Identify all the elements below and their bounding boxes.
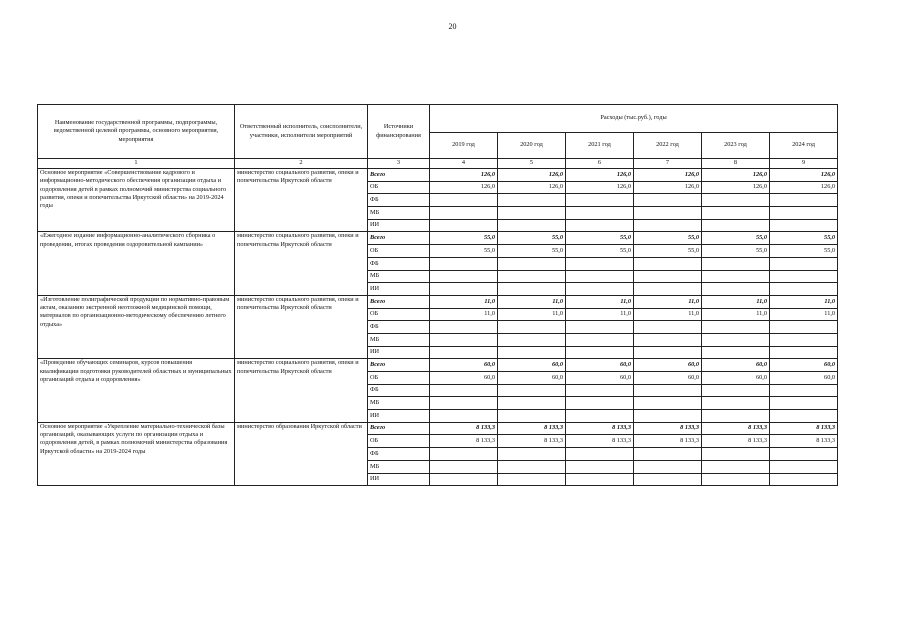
expense-value xyxy=(770,270,838,283)
expense-value xyxy=(770,410,838,423)
table-row xyxy=(38,169,838,182)
expense-value: 60,0 xyxy=(566,372,634,385)
measure-name: Основное мероприятие «Совершенствование кадрового и информационно-методического обеспечения организации отдыха и оздоровления детей в рамках полномочий министерства социального развития, опеки и попечительства Иркутской области» на 2019-2024 годы xyxy=(38,169,235,232)
expense-value: 126,0 xyxy=(702,169,770,182)
expense-value xyxy=(566,194,634,207)
expense-value xyxy=(498,397,566,410)
expense-value: 11,0 xyxy=(430,308,498,321)
column-number: 3 xyxy=(368,159,430,169)
expense-value xyxy=(702,194,770,207)
expense-value: 60,0 xyxy=(702,359,770,372)
expense-value xyxy=(634,321,702,334)
expense-value xyxy=(566,333,634,346)
header-name: Наименование государственной программы, подпрограммы, ведомственной целевой программы, основного мероприятия, мероприятия xyxy=(38,105,235,159)
expense-value: 126,0 xyxy=(498,181,566,194)
column-number: 8 xyxy=(702,159,770,169)
expense-value: 126,0 xyxy=(430,181,498,194)
funding-source: МБ xyxy=(368,460,430,473)
header-expenses: Расходы (тыс.руб.), годы xyxy=(430,105,838,133)
column-number: 6 xyxy=(566,159,634,169)
header-year: 2024 год xyxy=(770,133,838,159)
expense-value xyxy=(702,397,770,410)
expense-value xyxy=(702,270,770,283)
expense-value xyxy=(634,384,702,397)
expense-value: 60,0 xyxy=(430,359,498,372)
expense-value xyxy=(430,257,498,270)
expense-value xyxy=(634,460,702,473)
expense-value xyxy=(566,460,634,473)
funding-source: ФБ xyxy=(368,384,430,397)
expense-value xyxy=(566,410,634,423)
expense-value xyxy=(498,283,566,296)
expense-value xyxy=(702,283,770,296)
expense-value xyxy=(634,397,702,410)
funding-source: ИИ xyxy=(368,346,430,359)
expense-value xyxy=(770,283,838,296)
expense-value: 126,0 xyxy=(634,169,702,182)
expense-value: 126,0 xyxy=(430,169,498,182)
expense-value: 126,0 xyxy=(770,181,838,194)
measure-name: «Изготовление полиграфической продукции по нормативно-правовым актам, оказанию экстренной неотложной медицинской помощи, материалов по организационно-методическому обеспечению летнего отдыха» xyxy=(38,295,235,358)
funding-source: МБ xyxy=(368,397,430,410)
expense-value: 55,0 xyxy=(566,232,634,245)
expense-value xyxy=(702,346,770,359)
expense-value xyxy=(566,473,634,486)
column-number: 1 xyxy=(38,159,235,169)
expense-value xyxy=(566,346,634,359)
funding-source: Всего xyxy=(368,422,430,435)
expense-value xyxy=(770,460,838,473)
expense-value xyxy=(566,219,634,232)
expense-value: 60,0 xyxy=(566,359,634,372)
expense-value: 126,0 xyxy=(566,169,634,182)
funding-source: ФБ xyxy=(368,321,430,334)
funding-source: ФБ xyxy=(368,194,430,207)
table-row xyxy=(38,232,838,245)
expense-value: 8 133,3 xyxy=(498,435,566,448)
expense-value xyxy=(702,384,770,397)
expense-value xyxy=(566,283,634,296)
expense-value xyxy=(498,219,566,232)
expense-value xyxy=(566,257,634,270)
expense-value: 55,0 xyxy=(430,245,498,258)
expense-value xyxy=(430,460,498,473)
expense-value xyxy=(566,207,634,220)
expense-value: 8 133,3 xyxy=(702,422,770,435)
expense-value xyxy=(702,473,770,486)
expense-value xyxy=(770,384,838,397)
responsible-executor: министерство социального развития, опеки и попечительства Иркутской области xyxy=(235,169,368,232)
budget-table xyxy=(37,104,838,486)
expense-value: 60,0 xyxy=(498,372,566,385)
expense-value xyxy=(634,473,702,486)
expense-value xyxy=(498,321,566,334)
expense-value xyxy=(770,194,838,207)
header-year: 2020 год xyxy=(498,133,566,159)
expense-value: 8 133,3 xyxy=(634,435,702,448)
funding-source: ИИ xyxy=(368,219,430,232)
expense-value xyxy=(498,384,566,397)
expense-value xyxy=(770,397,838,410)
expense-value: 55,0 xyxy=(498,232,566,245)
expense-value: 11,0 xyxy=(566,308,634,321)
expense-value: 8 133,3 xyxy=(702,435,770,448)
expense-value xyxy=(430,473,498,486)
expense-value: 11,0 xyxy=(566,295,634,308)
expense-value: 8 133,3 xyxy=(770,422,838,435)
expense-value: 60,0 xyxy=(634,359,702,372)
funding-source: ОБ xyxy=(368,308,430,321)
measure-name: «Проведение обучающих семинаров, курсов повышения квалификации подготовки руководителей областных и муниципальных организаций отдыха и оздоровления» xyxy=(38,359,235,422)
expense-value xyxy=(770,333,838,346)
expense-value: 60,0 xyxy=(634,372,702,385)
expense-value: 11,0 xyxy=(770,295,838,308)
expense-value xyxy=(770,257,838,270)
expense-value: 8 133,3 xyxy=(498,422,566,435)
expense-value xyxy=(430,397,498,410)
expense-value: 55,0 xyxy=(634,245,702,258)
funding-source: ОБ xyxy=(368,245,430,258)
funding-source: ОБ xyxy=(368,372,430,385)
page-number: 20 xyxy=(448,22,457,31)
expense-value xyxy=(498,194,566,207)
expense-value xyxy=(566,270,634,283)
responsible-executor: министерство образования Иркутской области xyxy=(235,422,368,485)
measure-name: «Ежегодное издание информационно-аналитического сборника о проведении, итогах проведения оздоровительной кампании» xyxy=(38,232,235,295)
funding-source: Всего xyxy=(368,169,430,182)
column-number: 7 xyxy=(634,159,702,169)
expense-value: 11,0 xyxy=(498,308,566,321)
expense-value xyxy=(566,397,634,410)
funding-source: ИИ xyxy=(368,473,430,486)
expense-value xyxy=(430,270,498,283)
expense-value: 11,0 xyxy=(702,308,770,321)
expense-value: 55,0 xyxy=(566,245,634,258)
expense-value xyxy=(770,207,838,220)
expense-value: 126,0 xyxy=(566,181,634,194)
expense-value: 60,0 xyxy=(430,372,498,385)
expense-value xyxy=(702,257,770,270)
expense-value xyxy=(498,460,566,473)
expense-value xyxy=(702,448,770,461)
header-year: 2023 год xyxy=(702,133,770,159)
expense-value xyxy=(702,207,770,220)
expense-value xyxy=(634,448,702,461)
funding-source: Всего xyxy=(368,232,430,245)
header-year: 2022 год xyxy=(634,133,702,159)
funding-source: ФБ xyxy=(368,448,430,461)
expense-value xyxy=(498,410,566,423)
expense-value xyxy=(430,410,498,423)
expense-value xyxy=(634,270,702,283)
expense-value: 55,0 xyxy=(770,245,838,258)
expense-value: 55,0 xyxy=(702,245,770,258)
responsible-executor: министерство социального развития, опеки и попечительства Иркутской области xyxy=(235,295,368,358)
expense-value: 8 133,3 xyxy=(634,422,702,435)
funding-source: Всего xyxy=(368,359,430,372)
expense-value xyxy=(566,384,634,397)
expense-value xyxy=(498,207,566,220)
column-number: 5 xyxy=(498,159,566,169)
funding-source: ОБ xyxy=(368,181,430,194)
expense-value xyxy=(498,257,566,270)
expense-value xyxy=(770,346,838,359)
expense-value xyxy=(430,219,498,232)
expense-value: 60,0 xyxy=(498,359,566,372)
expense-value: 11,0 xyxy=(498,295,566,308)
expense-value xyxy=(430,321,498,334)
expense-value: 11,0 xyxy=(634,295,702,308)
expense-value: 60,0 xyxy=(702,372,770,385)
table-row xyxy=(38,422,838,435)
table-body xyxy=(38,169,838,486)
expense-value xyxy=(634,257,702,270)
expense-value xyxy=(702,219,770,232)
expense-value xyxy=(770,321,838,334)
expense-value: 11,0 xyxy=(770,308,838,321)
expense-value xyxy=(498,473,566,486)
expense-value xyxy=(566,321,634,334)
funding-source: ИИ xyxy=(368,283,430,296)
expense-value: 126,0 xyxy=(702,181,770,194)
expense-value xyxy=(634,283,702,296)
expense-value xyxy=(634,194,702,207)
header-year: 2021 год xyxy=(566,133,634,159)
expense-value xyxy=(430,448,498,461)
expense-value: 126,0 xyxy=(634,181,702,194)
expense-value: 126,0 xyxy=(498,169,566,182)
column-number: 4 xyxy=(430,159,498,169)
responsible-executor: министерство социального развития, опеки и попечительства Иркутской области xyxy=(235,359,368,422)
expense-value xyxy=(430,333,498,346)
funding-source: Всего xyxy=(368,295,430,308)
expense-value: 60,0 xyxy=(770,359,838,372)
expense-value xyxy=(498,346,566,359)
funding-source: ОБ xyxy=(368,435,430,448)
expense-value xyxy=(498,270,566,283)
expense-value: 55,0 xyxy=(634,232,702,245)
measure-name: Основное мероприятие «Укрепление материально-технической базы организаций, оказывающих услуги по организации отдыха и оздоровления детей, в рамках полномочий министерства образования Иркутской области» на 2019-2024 годы xyxy=(38,422,235,485)
expense-value xyxy=(498,333,566,346)
expense-value xyxy=(702,321,770,334)
header-source: Источники финансирования xyxy=(368,105,430,159)
expense-value xyxy=(770,219,838,232)
expense-value xyxy=(770,473,838,486)
expense-value: 8 133,3 xyxy=(770,435,838,448)
expense-value xyxy=(498,448,566,461)
funding-source: МБ xyxy=(368,333,430,346)
expense-value xyxy=(702,333,770,346)
expense-value xyxy=(430,194,498,207)
expense-value: 55,0 xyxy=(702,232,770,245)
expense-value: 8 133,3 xyxy=(566,435,634,448)
responsible-executor: министерство социального развития, опеки и попечительства Иркутской области xyxy=(235,232,368,295)
expense-value: 8 133,3 xyxy=(430,435,498,448)
expense-value: 8 133,3 xyxy=(566,422,634,435)
expense-value xyxy=(634,333,702,346)
expense-value: 55,0 xyxy=(770,232,838,245)
expense-value xyxy=(702,410,770,423)
expense-value xyxy=(702,460,770,473)
expense-value xyxy=(566,448,634,461)
header-year: 2019 год xyxy=(430,133,498,159)
expense-value xyxy=(634,207,702,220)
funding-source: ИИ xyxy=(368,410,430,423)
funding-source: МБ xyxy=(368,207,430,220)
expense-value xyxy=(430,283,498,296)
expense-value xyxy=(634,219,702,232)
expense-value: 8 133,3 xyxy=(430,422,498,435)
table-row xyxy=(38,359,838,372)
column-number: 9 xyxy=(770,159,838,169)
column-number: 2 xyxy=(235,159,368,169)
expense-value xyxy=(770,448,838,461)
expense-value xyxy=(634,410,702,423)
expense-value: 60,0 xyxy=(770,372,838,385)
expense-value: 11,0 xyxy=(634,308,702,321)
expense-value xyxy=(430,346,498,359)
expense-value: 55,0 xyxy=(430,232,498,245)
table-row xyxy=(38,295,838,308)
header-responsible: Ответственный исполнитель, соисполнители, участники, исполнители мероприятий xyxy=(235,105,368,159)
expense-value xyxy=(634,346,702,359)
expense-value xyxy=(430,384,498,397)
expense-value: 126,0 xyxy=(770,169,838,182)
funding-source: МБ xyxy=(368,270,430,283)
expense-value: 11,0 xyxy=(430,295,498,308)
expense-value: 55,0 xyxy=(498,245,566,258)
expense-value xyxy=(430,207,498,220)
expense-value: 11,0 xyxy=(702,295,770,308)
funding-source: ФБ xyxy=(368,257,430,270)
